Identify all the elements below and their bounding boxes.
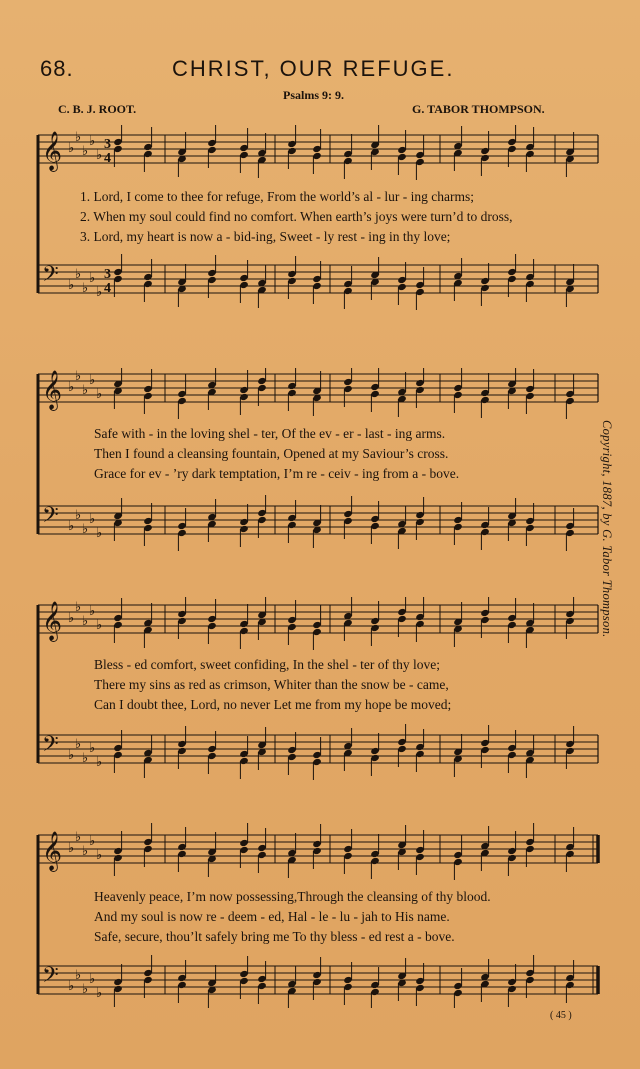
scripture-reference: Psalms 9: 9. (283, 88, 344, 102)
flat-icon: ♭ (96, 847, 103, 862)
flat-icon: ♭ (68, 747, 75, 762)
flat-icon: ♭ (96, 525, 103, 540)
flat-icon: ♭ (89, 133, 96, 148)
flat-icon: ♭ (96, 147, 103, 162)
music-system-2 (30, 368, 610, 553)
flat-icon: ♭ (75, 736, 82, 751)
lyric-verse-2: 2. When my soul could find no comfort. When earth’s joys were turn’d to dross, (80, 209, 513, 224)
flat-icon: ♭ (75, 129, 82, 144)
copyright-notice (596, 420, 616, 800)
flat-icon: ♭ (82, 280, 89, 295)
treble-clef-icon: 𝄞 (42, 601, 63, 641)
lyric-verse-2: And my soul is now re - deem - ed, Hal - le - lu - jah to His name. (94, 909, 450, 924)
flat-icon: ♭ (75, 967, 82, 982)
flat-icon: ♭ (96, 284, 103, 299)
copyright-text: Copyright, 1887, by G. Tabor Thompson. (600, 420, 614, 638)
flat-icon: ♭ (68, 840, 75, 855)
flat-icon: ♭ (89, 270, 96, 285)
flat-icon: ♭ (82, 521, 89, 536)
lyric-verse-1: 1. Lord, I come to thee for refuge, From the world’s al - lur - ing charms; (80, 189, 475, 204)
music-system-1 (30, 125, 610, 310)
lyric-verse-1: Bless - ed comfort, sweet confiding, In the shel - ter of thy love; (94, 657, 441, 672)
flat-icon: ♭ (82, 843, 89, 858)
flat-icon: ♭ (68, 610, 75, 625)
lyric-verse-1: Heavenly peace, I’m now possessing,Through the cleansing of thy blood. (94, 889, 491, 904)
treble-clef-icon: 𝄞 (42, 131, 63, 171)
flat-icon: ♭ (96, 754, 103, 769)
flat-icon: ♭ (68, 140, 75, 155)
flat-icon: ♭ (68, 277, 75, 292)
page-number: ( 45 ) (550, 1010, 572, 1021)
flat-icon: ♭ (89, 971, 96, 986)
lyric-verse-3: Grace for ev - ’ry dark temptation, I’m re - ceiv - ing from a - bove. (94, 466, 460, 481)
time-signature: 4 (104, 151, 111, 166)
flat-icon: ♭ (68, 978, 75, 993)
flat-icon: ♭ (75, 599, 82, 614)
hymn-title: CHRIST, OUR REFUGE. (172, 56, 455, 81)
bass-clef-icon: 𝄢 (42, 262, 59, 292)
flat-icon: ♭ (75, 368, 82, 383)
lyric-verse-3: Safe, secure, thou’lt safely bring me To thy bless - ed rest a - bove. (94, 929, 455, 944)
flat-icon: ♭ (89, 372, 96, 387)
music-system-3 (30, 597, 610, 782)
flat-icon: ♭ (82, 382, 89, 397)
flat-icon: ♭ (89, 740, 96, 755)
lyric-verse-3: Can I doubt thee, Lord, no never Let me from my hope be moved; (94, 697, 452, 712)
time-signature: 3 (104, 267, 111, 282)
lyric-verse-3: 3. Lord, my heart is now a - bid-ing, Sweet - ly rest - ing in thy love; (80, 229, 451, 244)
flat-icon: ♭ (89, 603, 96, 618)
lyric-verse-1: Safe with - in the loving shel - ter, Of the ev - er - last - ing arms. (94, 426, 446, 441)
flat-icon: ♭ (82, 613, 89, 628)
treble-clef-icon: 𝄞 (42, 370, 63, 410)
flat-icon: ♭ (68, 518, 75, 533)
flat-icon: ♭ (82, 981, 89, 996)
treble-clef-icon: 𝄞 (42, 831, 63, 871)
bass-clef-icon: 𝄢 (42, 963, 59, 993)
hymn-number: 68. (40, 56, 74, 81)
bass-clef-icon: 𝄢 (42, 503, 59, 533)
flat-icon: ♭ (75, 266, 82, 281)
time-signature: 3 (104, 137, 111, 152)
flat-icon: ♭ (82, 143, 89, 158)
flat-icon: ♭ (75, 829, 82, 844)
author-credit: G. TABOR THOMPSON. (412, 102, 545, 116)
composer-credit: C. B. J. ROOT. (58, 102, 137, 116)
flat-icon: ♭ (96, 617, 103, 632)
flat-icon: ♭ (68, 379, 75, 394)
bass-clef-icon: 𝄢 (42, 732, 59, 762)
flat-icon: ♭ (89, 511, 96, 526)
flat-icon: ♭ (89, 833, 96, 848)
flat-icon: ♭ (82, 750, 89, 765)
lyric-verse-2: Then I found a cleansing fountain, Opened at my Saviour’s cross. (94, 446, 449, 461)
flat-icon: ♭ (96, 985, 103, 1000)
flat-icon: ♭ (75, 507, 82, 522)
time-signature: 4 (104, 281, 111, 296)
music-system-4 (30, 823, 610, 1008)
lyric-verse-2: There my sins as red as crimson, Whiter than the snow be - came, (94, 677, 449, 692)
flat-icon: ♭ (96, 386, 103, 401)
